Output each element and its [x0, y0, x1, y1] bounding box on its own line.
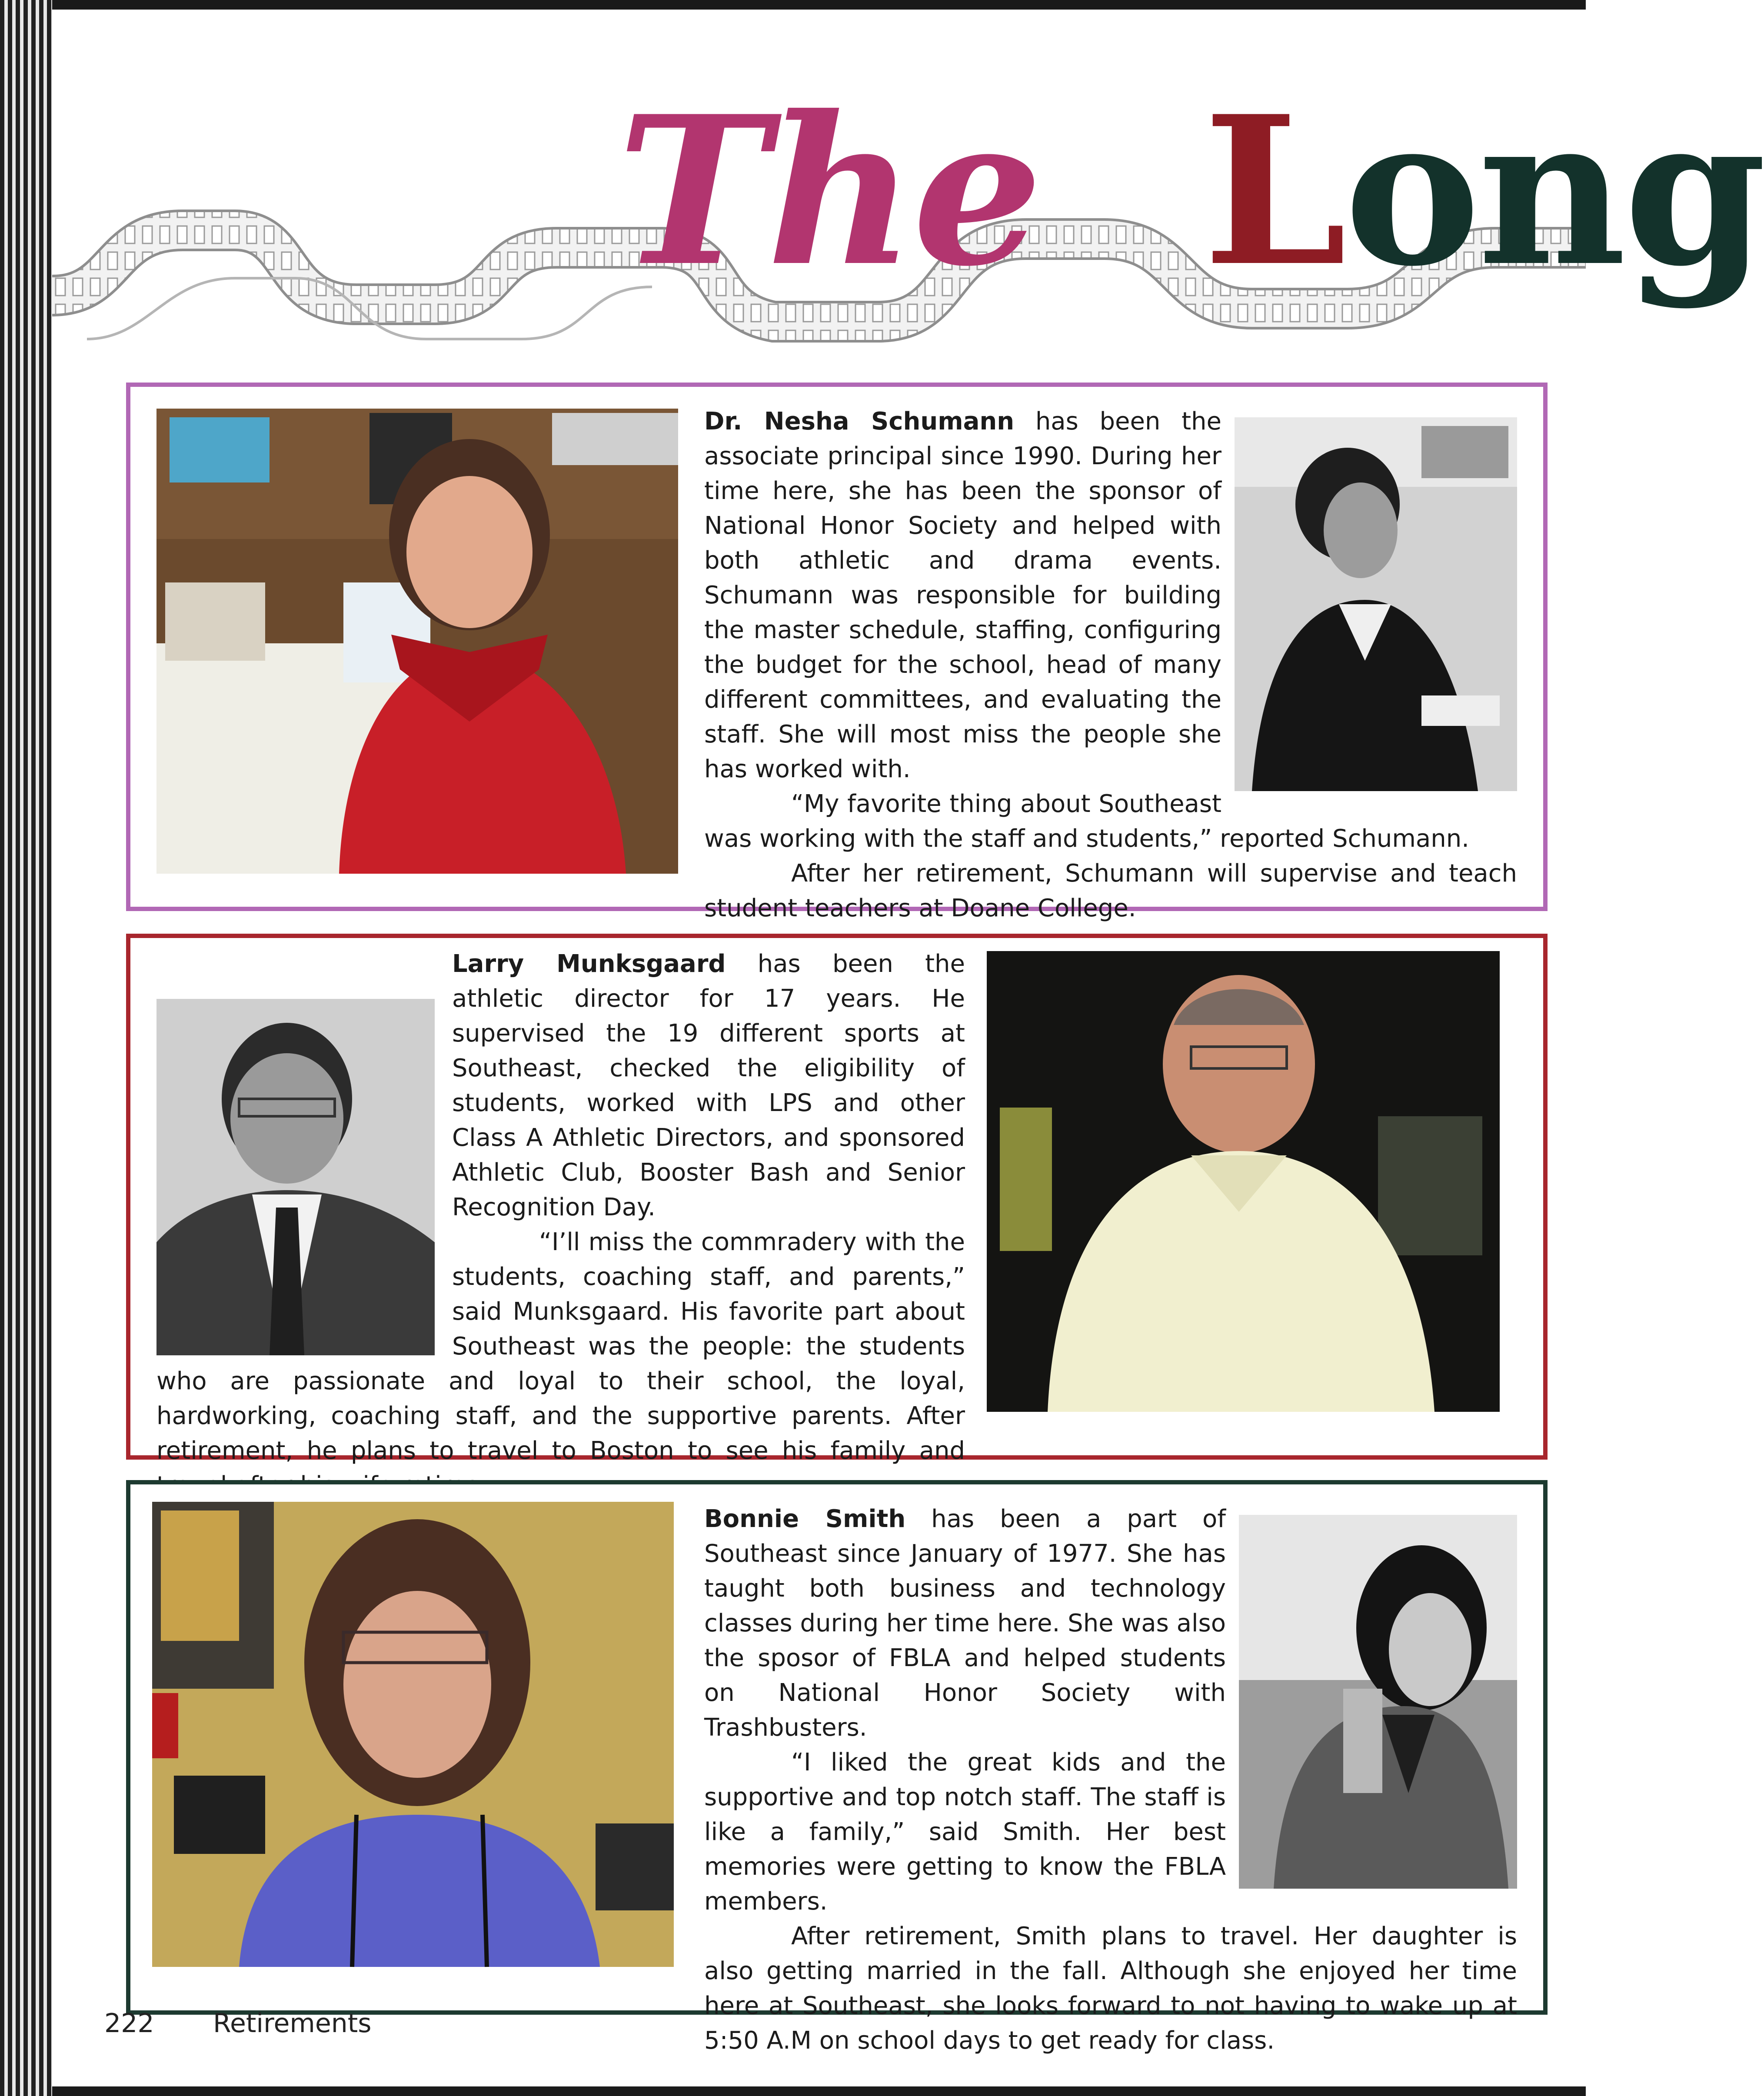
- page-title: [617, 70, 1764, 313]
- section-label: Retirements: [213, 2008, 372, 2039]
- photo-munksgaard-archive: [156, 999, 435, 1355]
- profile-panel-munksgaard: [126, 934, 1548, 1465]
- bio-munksgaard-2: “I’ll miss the commradery with the students, coaching staff, and parents,” said Munksgaard. His favorite part about Southeast was the people: the students who are passionate and loyal to their school, the loyal, hardworking, coaching staff, and the supportive parents. After retirement, he plans to travel to Boston to see his family and: [156, 1228, 965, 1465]
- bio-munksgaard-1: has been the athletic director for 17 years. He supervised the 19 different sports at Southeast, checked the eligibility of students, worked with LPS and other Class A Athletic Directors, and sponsored Athletic Club, Booster Bash and Senior Recognition Day.: [452, 950, 965, 1221]
- name-schumann: Dr. Nesha Schumann: [704, 407, 1015, 436]
- page-number: 222: [104, 2008, 154, 2039]
- bio-schumann-1: has been the associate principal since 1990. During her time here, she has been the sponsor of National Honor Society and helped with both athletic and drama events. Schumann was responsible for building the master schedule, staffing, configuring the budget for the school, head of many different committees, and evaluating the staff. She will most miss the people she has worked with.: [704, 407, 1222, 783]
- bio-schumann-2: “My favorite thing about Southeast was working with the staff and students,” reported Schumann.: [704, 790, 1469, 853]
- name-smith: Bonnie Smith: [704, 1505, 906, 1533]
- photo-munksgaard-current: [987, 951, 1500, 1412]
- bio-schumann-3: After her retirement, Schumann will supervise and teach student teachers at Doane College.: [704, 859, 1517, 922]
- title-letter-l: L: [1203, 71, 1345, 311]
- name-munksgaard: Larry Munksgaard: [452, 950, 726, 978]
- profile-text-smith: [704, 1502, 1517, 2058]
- profile-text-munksgaard: [156, 947, 965, 1503]
- bio-smith-3: After retirement, Smith plans to travel. Her daughter is also getting married in the fall. Although she enjoyed her time here at Southeast, she looks forward to not having to wake up at 5:50 A.M on school days to get ready for class.: [704, 1922, 1517, 2055]
- page-edge-top: [52, 0, 1586, 10]
- title-letters-ong: ong: [1344, 71, 1764, 311]
- title-word-the: The: [617, 71, 1040, 311]
- bio-smith-2: “I liked the great kids and the supportive and top notch staff. The staff is like a family,” said Smith. Her best memories were getting to know the FBLA members.: [704, 1748, 1226, 1916]
- bio-smith-1: has been a part of Southeast since January of 1977. She has taught both business and technology classes during her time here. She was also the sposor of FBLA and helped students on National Honor Society with Trashbusters.: [704, 1505, 1226, 1742]
- photo-smith-archive: [1239, 1515, 1517, 1889]
- profile-panel-schumann: [126, 383, 1548, 922]
- book-spine: [0, 0, 52, 2096]
- photo-smith-current: [152, 1502, 674, 1967]
- photo-schumann-current: [156, 409, 678, 874]
- profile-text-schumann: [704, 404, 1517, 926]
- photo-schumann-archive: [1235, 417, 1517, 791]
- page-edge-bottom: [52, 2086, 1586, 2096]
